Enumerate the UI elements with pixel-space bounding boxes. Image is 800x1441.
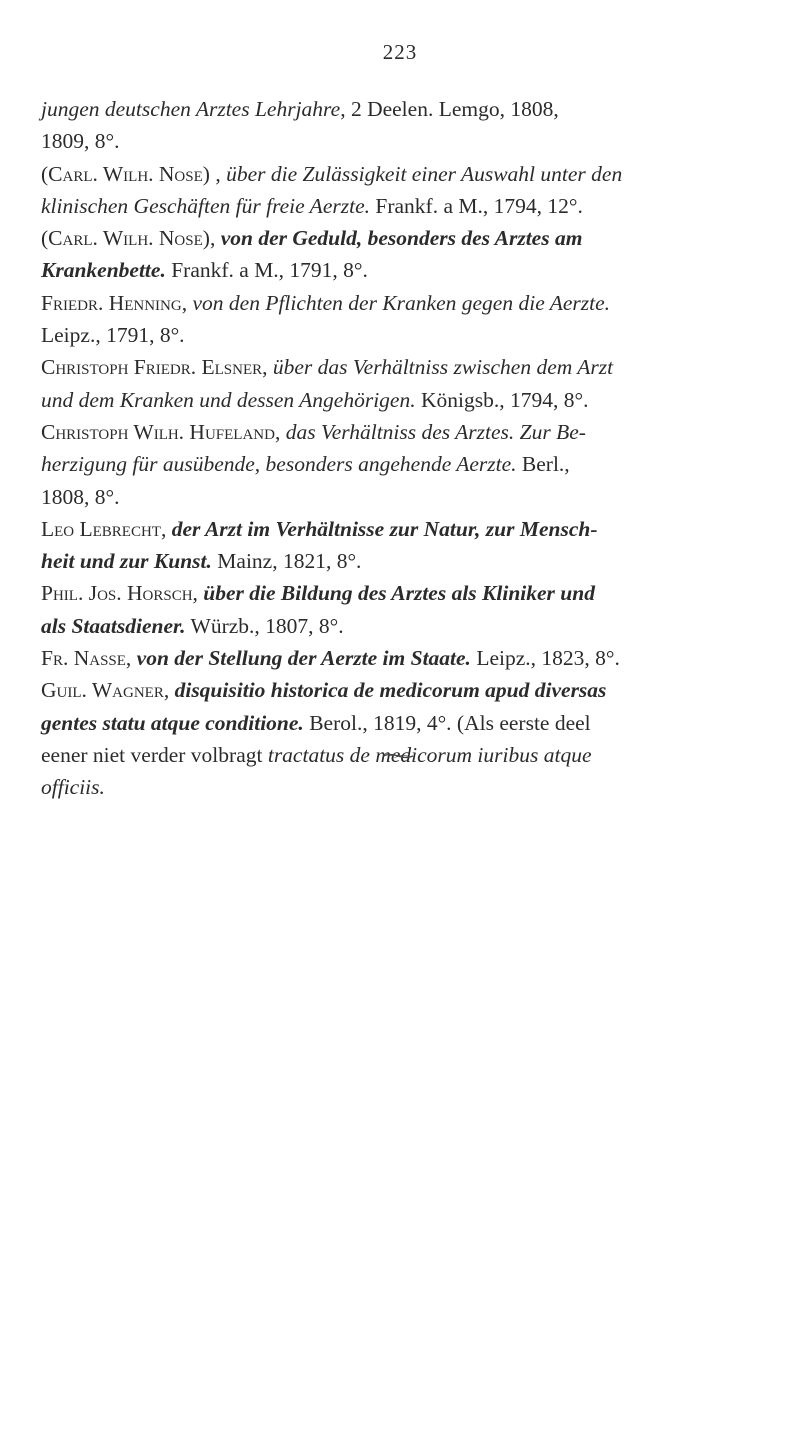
citation-text: eener niet verder volbragt: [41, 742, 268, 767]
citation-text: ,: [192, 581, 204, 606]
title-text: jungen deutschen Arztes Lehrjahre: [41, 97, 341, 121]
bibliography-entry: [41, 93, 759, 158]
title-text: heit und zur Kunst.: [41, 549, 212, 574]
bibliography-entry: [41, 158, 759, 223]
entry-line: [41, 319, 759, 351]
citation-text: Berol., 1819, 4°. (Als eerste deel: [303, 710, 591, 735]
citation-text: Frankf. a M., 1791, 8°.: [165, 258, 368, 283]
citation-text: ,: [274, 419, 286, 444]
bibliography-entry: [41, 642, 759, 674]
title-text: als Staatsdiener.: [41, 613, 186, 638]
citation-text: ) ,: [202, 161, 227, 186]
author-name: Christoph Friedr. Elsner: [41, 355, 263, 380]
citation-text: Berl.,: [516, 452, 570, 477]
entry-line: [41, 771, 759, 803]
bibliography-list: [41, 93, 759, 804]
citation-text: Königsb., 1794, 8°.: [415, 387, 589, 412]
entry-line: [41, 513, 759, 545]
entry-line: [41, 190, 759, 222]
citation-text: ,: [125, 646, 137, 671]
bibliography-entry: [41, 351, 759, 416]
entry-line: [41, 448, 759, 480]
title-text: tractatus de medicorum iuribus atque: [267, 742, 592, 767]
bibliography-entry: [41, 513, 759, 578]
citation-text: ,: [163, 678, 175, 703]
title-text: officiis.: [41, 775, 105, 800]
author-name: Phil. Jos. Horsch: [41, 581, 193, 606]
title-text: klinischen Geschäften für freie Aerzte.: [41, 193, 370, 218]
citation-text: ,: [181, 290, 193, 315]
citation-text: ,: [262, 355, 273, 380]
entry-line: [41, 384, 759, 416]
entry-line: [41, 287, 759, 319]
citation-text: 1809, 8°.: [41, 129, 120, 154]
entry-line: [41, 93, 759, 125]
entry-line: [41, 707, 759, 739]
title-text: von der Geduld, besonders des Arztes am: [220, 226, 583, 251]
title-text: gentes statu atque conditione.: [41, 710, 304, 735]
author-name: Carl. Wilh. Nose: [48, 161, 203, 186]
entry-line: [41, 610, 759, 642]
citation-text: Leipz., 1823, 8°.: [470, 646, 620, 671]
entry-line: [41, 416, 759, 448]
title-text: und dem Kranken und dessen Angehörigen.: [41, 387, 416, 412]
title-text: herzigung für ausübende, besonders angehende Aerzte.: [41, 452, 517, 477]
entry-line: [41, 351, 759, 383]
author-name: Leo Lebrecht: [41, 516, 161, 541]
author-name: Fr. Nasse: [41, 646, 126, 671]
citation-text: (: [41, 226, 49, 251]
entry-line: [41, 158, 759, 190]
title-text: über die Bildung des Arztes als Kliniker und: [203, 581, 595, 606]
author-name: Guil. Wagner: [41, 678, 164, 703]
title-text: über die Zulässigkeit einer Auswahl unter den: [226, 161, 623, 186]
entry-line: [41, 642, 759, 674]
title-text: von der Stellung der Aerzte im Staate.: [136, 646, 471, 671]
author-name: Christoph Wilh. Hufeland: [41, 419, 275, 444]
citation-text: Würzb., 1807, 8°.: [185, 613, 344, 638]
author-name: Carl. Wilh. Nose: [48, 226, 203, 251]
entry-line: [41, 254, 759, 286]
entry-line: [41, 222, 759, 254]
citation-text: ),: [202, 226, 221, 251]
citation-text: Mainz, 1821, 8°.: [211, 549, 362, 574]
bibliography-entry: [41, 222, 759, 287]
title-text: über das Verhältniss zwischen dem Arzt: [272, 355, 614, 380]
bibliography-entry: [41, 416, 759, 513]
title-text: von den Pflichten der Kranken gegen die Aerzte.: [192, 290, 611, 315]
page-number: 223: [382, 40, 418, 64]
citation-text: (: [41, 161, 49, 186]
entry-line: [41, 545, 759, 577]
entry-line: [41, 481, 759, 513]
citation-text: Leipz., 1791, 8°.: [41, 323, 185, 348]
title-text: der Arzt im Verhältnisse zur Natur, zur Mensch-: [171, 516, 598, 541]
author-name: Friedr. Henning: [41, 290, 182, 315]
entry-line: [41, 577, 759, 609]
citation-text: 1808, 8°.: [41, 484, 120, 509]
title-text: Krankenbette.: [41, 258, 166, 283]
title-text: disquisitio historica de medicorum apud diversas: [174, 678, 607, 703]
bibliography-entry: [41, 674, 759, 803]
title-text: das Verhältniss des Arztes. Zur Be-: [285, 419, 586, 444]
entry-line: [41, 125, 759, 157]
bibliography-entry: [41, 577, 759, 642]
entry-line: [41, 674, 759, 706]
ornament-rule: [382, 752, 414, 760]
citation-text: ,: [160, 516, 172, 541]
citation-text: Frankf. a M., 1794, 12°.: [370, 193, 583, 218]
bibliography-entry: [41, 287, 759, 352]
citation-text: , 2 Deelen. Lemgo, 1808,: [340, 97, 559, 121]
